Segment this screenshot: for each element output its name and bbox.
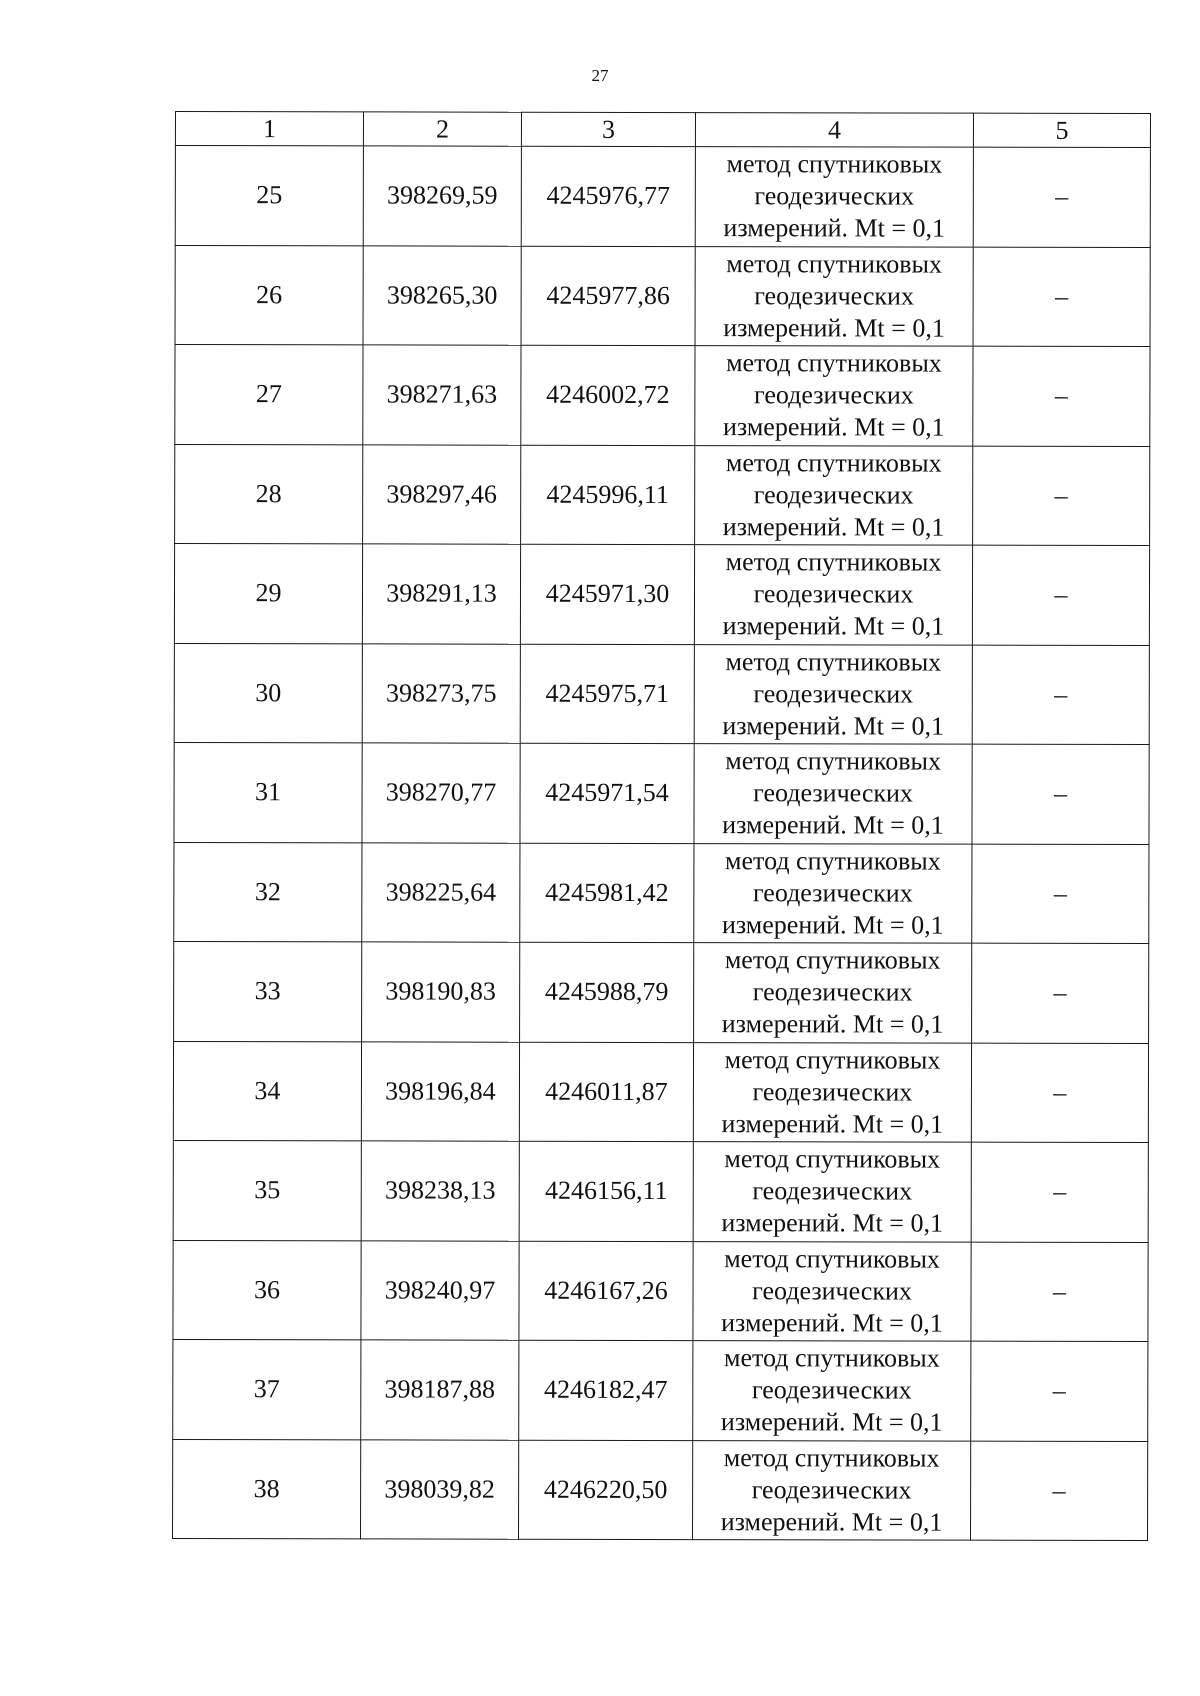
note-cell: – [972, 744, 1149, 844]
method-text-line: геодезических [753, 579, 914, 609]
y-coordinate-cell: 4245975,71 [520, 644, 694, 744]
x-coordinate-cell: 398238,13 [361, 1141, 519, 1241]
point-number-cell: 25 [175, 146, 363, 246]
method-text-line: метод спутниковых [725, 547, 942, 577]
note-cell: – [973, 446, 1150, 546]
x-coordinate-cell: 398190,83 [362, 942, 520, 1042]
method-text-line: измерений. Mt = 0,1 [722, 611, 945, 641]
method-text-line: геодезических [752, 1176, 913, 1206]
method-cell [695, 346, 973, 446]
method-text-line: метод спутниковых [726, 149, 943, 179]
x-coordinate-cell: 398039,82 [361, 1439, 519, 1539]
method-text-line: метод спутниковых [723, 1343, 940, 1373]
note-cell: – [972, 844, 1149, 944]
method-text-line: измерений. Mt = 0,1 [721, 1307, 943, 1338]
x-coordinate-cell: 398273,75 [362, 643, 520, 743]
table-row [175, 146, 1150, 248]
point-number-cell: 26 [175, 245, 363, 345]
x-coordinate-cell: 398265,30 [363, 245, 521, 345]
method-text-line: метод спутниковых [724, 1044, 941, 1075]
method-text-line: геодезических [753, 678, 914, 709]
y-coordinate-cell: 4245971,54 [520, 743, 694, 843]
point-number-cell: 37 [173, 1339, 361, 1439]
method-text-line: геодезических [751, 1375, 912, 1405]
point-number-cell: 29 [174, 544, 362, 644]
table-row [173, 1240, 1148, 1342]
point-number-cell: 38 [173, 1439, 361, 1539]
column-header: 5 [973, 113, 1150, 147]
note-cell: – [972, 545, 1149, 645]
method-cell [693, 1042, 971, 1142]
y-coordinate-cell: 4245988,79 [520, 942, 694, 1042]
y-coordinate-cell: 4246182,47 [519, 1340, 693, 1440]
note-cell: – [973, 247, 1150, 347]
table-row [175, 444, 1150, 546]
method-text-line: измерений. Mt = 0,1 [720, 1506, 943, 1537]
method-cell [694, 843, 972, 943]
method-text-line: измерений. Mt = 0,1 [720, 1407, 943, 1437]
method-text-line: измерений. Mt = 0,1 [722, 412, 945, 442]
table-header-row [175, 112, 1150, 148]
method-cell [695, 147, 973, 247]
method-text-line: метод спутниковых [724, 945, 941, 975]
method-text-line: метод спутниковых [726, 348, 942, 378]
note-cell: – [971, 1441, 1148, 1541]
method-cell [693, 1241, 971, 1341]
point-number-cell: 32 [174, 842, 362, 942]
method-text-line: геодезических [752, 1275, 912, 1306]
point-number-cell: 28 [175, 444, 363, 544]
method-cell [694, 545, 972, 645]
table-row [174, 643, 1149, 745]
column-header: 2 [363, 112, 521, 146]
table-row [174, 842, 1149, 944]
y-coordinate-cell: 4246002,72 [521, 345, 695, 445]
point-number-cell: 27 [175, 345, 363, 445]
y-coordinate-cell: 4246011,87 [519, 1042, 693, 1142]
table-row [174, 742, 1149, 844]
note-cell: – [973, 147, 1150, 247]
point-number-cell: 30 [174, 643, 362, 743]
method-text-line: измерений. Mt = 0,1 [721, 1208, 943, 1238]
point-number-cell: 36 [173, 1240, 361, 1340]
note-cell: – [971, 1142, 1148, 1242]
method-cell [694, 644, 972, 744]
y-coordinate-cell: 4245981,42 [520, 843, 694, 943]
table-row [173, 1439, 1148, 1541]
y-coordinate-cell: 4246167,26 [519, 1241, 693, 1341]
table-row [173, 1041, 1148, 1143]
y-coordinate-cell: 4245976,77 [521, 146, 695, 246]
method-cell [695, 445, 973, 545]
method-text-line: измерений. Mt = 0,1 [721, 909, 944, 940]
table-row [173, 1140, 1148, 1242]
method-cell [693, 1440, 971, 1540]
note-cell: – [971, 1242, 1148, 1342]
column-header: 3 [521, 112, 695, 146]
note-cell: – [972, 943, 1149, 1043]
method-text-line: геодезических [754, 181, 915, 211]
method-text-line: измерений. Mt = 0,1 [721, 1009, 944, 1039]
method-text-line: измерений. Mt = 0,1 [721, 1108, 944, 1139]
method-cell [693, 1341, 971, 1441]
table-row [174, 544, 1149, 646]
method-text-line: метод спутниковых [725, 845, 941, 876]
x-coordinate-cell: 398270,77 [362, 743, 520, 843]
method-cell [695, 246, 973, 346]
column-header: 4 [695, 113, 973, 148]
method-text-line: измерений. Mt = 0,1 [723, 213, 946, 243]
y-coordinate-cell: 4246220,50 [519, 1440, 693, 1540]
y-coordinate-cell: 4245996,11 [521, 445, 695, 545]
x-coordinate-cell: 398271,63 [363, 345, 521, 445]
method-text-line: геодезических [751, 1474, 912, 1505]
method-text-line: метод спутниковых [723, 1442, 940, 1473]
method-text-line: измерений. Mt = 0,1 [722, 511, 945, 542]
note-cell: – [971, 1341, 1148, 1441]
method-text-line: геодезических [754, 280, 915, 311]
page-number: 27 [591, 66, 609, 85]
table-row [175, 245, 1150, 347]
point-number-cell: 33 [174, 941, 362, 1041]
table-row [174, 941, 1149, 1043]
method-text-line: измерений. Mt = 0,1 [722, 710, 945, 741]
table-row [173, 1339, 1148, 1441]
method-text-line: метод спутниковых [725, 746, 942, 776]
y-coordinate-cell: 4246156,11 [519, 1141, 693, 1241]
method-text-line: метод спутниковых [725, 447, 942, 478]
method-cell [694, 943, 972, 1043]
table-row [175, 345, 1150, 447]
x-coordinate-cell: 398291,13 [362, 544, 520, 644]
point-number-cell: 35 [173, 1140, 361, 1240]
table-body [173, 146, 1151, 1541]
method-text-line: измерений. Mt = 0,1 [722, 810, 944, 840]
method-text-line: геодезических [753, 479, 914, 510]
note-cell: – [971, 1043, 1148, 1143]
point-number-cell: 34 [173, 1041, 361, 1141]
method-text-line: геодезических [752, 977, 913, 1007]
method-text-line: измерений. Mt = 0,1 [723, 312, 945, 343]
method-text-line: геодезических [752, 877, 913, 908]
method-text-line: геодезических [752, 1076, 913, 1107]
note-cell: – [972, 645, 1149, 745]
method-text-line: геодезических [754, 380, 914, 410]
y-coordinate-cell: 4245971,30 [520, 544, 694, 644]
x-coordinate-cell: 398225,64 [362, 842, 520, 942]
x-coordinate-cell: 398240,97 [361, 1240, 519, 1340]
method-text-line: метод спутниковых [725, 646, 942, 677]
note-cell: – [973, 346, 1150, 446]
method-text-line: метод спутниковых [724, 1243, 940, 1274]
method-text-line: геодезических [753, 778, 913, 808]
point-number-cell: 31 [174, 742, 362, 842]
x-coordinate-cell: 398269,59 [363, 146, 521, 246]
method-text-line: метод спутниковых [726, 248, 943, 279]
y-coordinate-cell: 4245977,86 [521, 246, 695, 346]
method-cell [693, 1142, 971, 1242]
coordinates-table [172, 111, 1151, 1541]
method-text-line: метод спутниковых [724, 1144, 941, 1174]
x-coordinate-cell: 398196,84 [361, 1041, 519, 1141]
column-header: 1 [175, 112, 363, 146]
x-coordinate-cell: 398297,46 [363, 444, 521, 544]
x-coordinate-cell: 398187,88 [361, 1340, 519, 1440]
method-cell [694, 744, 972, 844]
